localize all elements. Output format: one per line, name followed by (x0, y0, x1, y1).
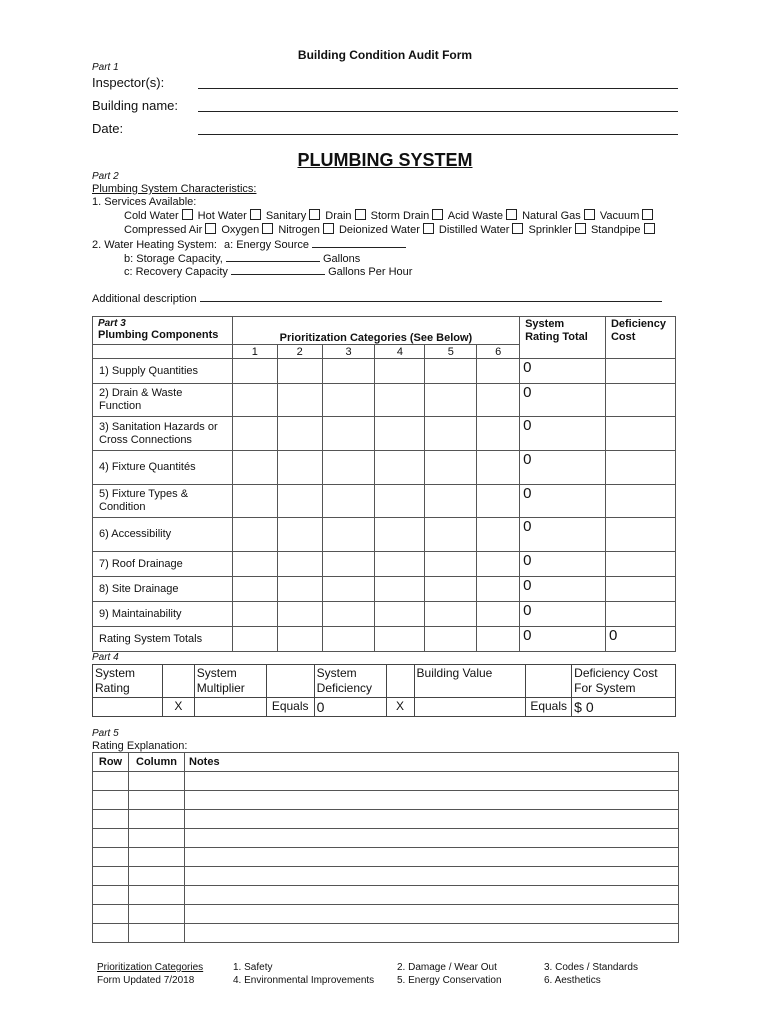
category-item: 3. Codes / Standards (544, 962, 638, 973)
category-cell[interactable] (277, 518, 322, 552)
part2-label: Part 2 (92, 171, 119, 182)
part5-label: Part 5 (92, 728, 119, 739)
category-cell[interactable] (232, 577, 277, 602)
notes-table (92, 752, 679, 943)
category-cell[interactable] (277, 417, 322, 451)
heating-row (92, 237, 406, 251)
rating-total-cell: 0 (520, 485, 606, 518)
category-cell[interactable] (322, 552, 375, 577)
rating-total-cell: 0 (520, 417, 606, 451)
category-cell[interactable] (375, 417, 425, 451)
category-cell[interactable] (375, 451, 425, 485)
category-item: 2. Damage / Wear Out (397, 962, 497, 973)
service-label: Sprinkler (528, 224, 572, 236)
system-rating-label: System Rating (93, 665, 163, 698)
cost-value: $ 0 (572, 698, 676, 717)
notes-cell[interactable] (185, 791, 679, 810)
multiply-sign: X (162, 698, 194, 717)
category-cell[interactable] (322, 451, 375, 485)
row-cell[interactable] (93, 810, 129, 829)
component-row (93, 359, 676, 384)
checkbox[interactable] (309, 209, 320, 220)
checkbox[interactable] (432, 209, 443, 220)
category-cell[interactable] (425, 485, 477, 518)
category-item: 1. Safety (233, 962, 273, 973)
category-cell[interactable] (425, 518, 477, 552)
category-cell[interactable] (232, 552, 277, 577)
notes-cell[interactable] (185, 886, 679, 905)
category-cell[interactable] (425, 552, 477, 577)
rating-total-cell: 0 (520, 577, 606, 602)
additional-field[interactable] (200, 291, 662, 302)
part4-label: Part 4 (92, 652, 119, 663)
blank-cell (162, 665, 194, 698)
category-cell[interactable] (277, 451, 322, 485)
part3-label: Part 3 (98, 318, 126, 329)
category-cell[interactable] (375, 485, 425, 518)
component-label: Rating System Totals (93, 627, 233, 652)
category-cell[interactable] (425, 359, 477, 384)
category-cell[interactable] (477, 602, 520, 627)
category-cell[interactable] (232, 602, 277, 627)
column-cell[interactable] (129, 886, 185, 905)
recovery-label: c: Recovery Capacity (124, 266, 228, 278)
row-cell[interactable] (93, 772, 129, 791)
date-label: Date: (92, 121, 124, 136)
category-cell[interactable] (322, 384, 375, 417)
notes-row (93, 848, 679, 867)
storage-row (124, 251, 360, 265)
category-cell[interactable] (425, 627, 477, 652)
category-cell[interactable] (322, 417, 375, 451)
equals-label: Equals (266, 698, 314, 717)
category-cell[interactable] (322, 485, 375, 518)
building-name-field[interactable] (198, 111, 678, 112)
service-label: Sanitary (265, 210, 307, 222)
service-label: Standpipe (590, 224, 641, 236)
system-rating-input[interactable] (93, 698, 163, 717)
characteristics-label: Plumbing System Characteristics: (92, 183, 257, 195)
category-cell[interactable] (277, 602, 322, 627)
rating-total-cell: 0 (520, 451, 606, 485)
deficiency-calc-table (92, 664, 676, 717)
component-row (93, 577, 676, 602)
checkbox[interactable] (182, 209, 193, 220)
category-cell[interactable] (425, 417, 477, 451)
category-cell[interactable] (375, 577, 425, 602)
checkbox[interactable] (262, 223, 273, 234)
categories-link: Prioritization Categories (97, 962, 204, 973)
category-cell[interactable] (277, 485, 322, 518)
category-cell[interactable] (477, 384, 520, 417)
storage-label: b: Storage Capacity, (124, 253, 223, 265)
row-cell[interactable] (93, 867, 129, 886)
category-number: 5 (425, 345, 477, 359)
component-label: 3) Sanitation Hazards or Cross Connections (93, 417, 233, 451)
equals-label: Equals (526, 698, 572, 717)
storage-field[interactable] (226, 251, 320, 262)
category-cell[interactable] (477, 359, 520, 384)
checkbox[interactable] (575, 223, 586, 234)
notes-row (93, 905, 679, 924)
column-cell[interactable] (129, 810, 185, 829)
category-cell[interactable] (477, 451, 520, 485)
category-cell[interactable] (277, 577, 322, 602)
recovery-unit: Gallons Per Hour (328, 266, 413, 278)
component-label: 4) Fixture Quantités (93, 451, 233, 485)
category-cell[interactable] (425, 384, 477, 417)
category-cell[interactable] (232, 485, 277, 518)
column-cell[interactable] (129, 829, 185, 848)
category-cell[interactable] (375, 602, 425, 627)
rating-total-cell: 0 (520, 359, 606, 384)
checkbox[interactable] (423, 223, 434, 234)
notes-row (93, 924, 679, 943)
blank-cell (266, 665, 314, 698)
category-item: 5. Energy Conservation (397, 975, 502, 986)
category-cell[interactable] (477, 577, 520, 602)
category-cell[interactable] (375, 359, 425, 384)
inspectors-label: Inspector(s): (92, 75, 165, 90)
deficiency-cost-cell (605, 602, 675, 627)
cost-for-system-label: Deficiency Cost For System (572, 665, 676, 698)
rating-total-cell: 0 (520, 384, 606, 417)
components-header: Plumbing Components (98, 329, 219, 341)
column-cell[interactable] (129, 924, 185, 943)
recovery-row (124, 264, 412, 278)
deficiency-cost-cell (605, 451, 675, 485)
checkbox[interactable] (323, 223, 334, 234)
category-cell[interactable] (375, 384, 425, 417)
service-label: Deionized Water (338, 224, 420, 236)
energy-source-field[interactable] (312, 237, 406, 248)
deficiency-cost-cell (605, 552, 675, 577)
notes-row (93, 772, 679, 791)
category-cell[interactable] (232, 627, 277, 652)
row-cell[interactable] (93, 924, 129, 943)
row-cell[interactable] (93, 905, 129, 924)
category-cell[interactable] (425, 577, 477, 602)
component-label: 5) Fixture Types & Condition (93, 485, 233, 518)
checkbox[interactable] (584, 209, 595, 220)
category-cell[interactable] (322, 518, 375, 552)
building-name-label: Building name: (92, 98, 178, 113)
footer-col-2 (397, 961, 502, 987)
column-header: Column (129, 753, 185, 772)
blank-cell (526, 665, 572, 698)
category-cell[interactable] (322, 627, 375, 652)
category-cell[interactable] (322, 577, 375, 602)
services-label: 1. Services Available: (92, 196, 197, 208)
categories-header: Prioritization Categories (See Below) (232, 317, 519, 345)
category-cell[interactable] (232, 359, 277, 384)
form-title: Building Condition Audit Form (297, 48, 473, 62)
row-cell[interactable] (93, 829, 129, 848)
date-field[interactable] (198, 134, 678, 135)
service-label: Compressed Air (124, 224, 203, 236)
category-cell[interactable] (232, 518, 277, 552)
column-cell[interactable] (129, 791, 185, 810)
notes-cell[interactable] (185, 810, 679, 829)
deficiency-header: Deficiency Cost (605, 317, 675, 359)
deficiency-cost-cell (605, 577, 675, 602)
service-label: Drain (325, 210, 352, 222)
rating-total-cell: 0 (520, 552, 606, 577)
component-label: 7) Roof Drainage (93, 552, 233, 577)
component-row (93, 451, 676, 485)
category-number: 3 (322, 345, 375, 359)
notes-cell[interactable] (185, 905, 679, 924)
component-row (93, 627, 676, 652)
category-cell[interactable] (277, 627, 322, 652)
rating-total-cell: 0 (520, 518, 606, 552)
category-cell[interactable] (375, 627, 425, 652)
component-row (93, 518, 676, 552)
category-cell[interactable] (477, 518, 520, 552)
header-spacer (93, 345, 233, 359)
blank-cell (386, 665, 414, 698)
column-cell[interactable] (129, 905, 185, 924)
category-cell[interactable] (277, 359, 322, 384)
component-label: 9) Maintainability (93, 602, 233, 627)
service-label: Acid Waste (447, 210, 503, 222)
part1-label: Part 1 (92, 62, 119, 73)
component-label: 2) Drain & Waste Function (93, 384, 233, 417)
category-cell[interactable] (232, 451, 277, 485)
notes-cell[interactable] (185, 924, 679, 943)
checkbox[interactable] (644, 223, 655, 234)
service-label: Storm Drain (370, 210, 430, 222)
inspectors-field[interactable] (198, 88, 678, 89)
footer-col-1 (233, 961, 374, 987)
checkbox[interactable] (512, 223, 523, 234)
deficiency-cost-cell (605, 417, 675, 451)
service-label: Vacuum (599, 210, 640, 222)
category-number: 6 (477, 345, 520, 359)
notes-row (93, 867, 679, 886)
category-cell[interactable] (232, 384, 277, 417)
row-cell[interactable] (93, 848, 129, 867)
multiplier-input[interactable] (194, 698, 266, 717)
category-cell[interactable] (277, 384, 322, 417)
category-cell[interactable] (477, 485, 520, 518)
additional-label: Additional description (92, 293, 197, 305)
component-label: 1) Supply Quantities (93, 359, 233, 384)
checkbox[interactable] (506, 209, 517, 220)
category-cell[interactable] (375, 518, 425, 552)
category-number: 2 (277, 345, 322, 359)
category-cell[interactable] (322, 359, 375, 384)
additional-row (92, 291, 662, 305)
category-cell[interactable] (477, 552, 520, 577)
rating-total-cell: 0 (520, 627, 606, 652)
component-label: 6) Accessibility (93, 518, 233, 552)
row-cell[interactable] (93, 791, 129, 810)
component-row (93, 485, 676, 518)
deficiency-cost-cell (605, 485, 675, 518)
service-label: Hot Water (197, 210, 247, 222)
notes-row (93, 829, 679, 848)
deficiency-cost-cell (605, 359, 675, 384)
services-row-2 (124, 223, 657, 236)
column-cell[interactable] (129, 772, 185, 791)
recovery-field[interactable] (231, 264, 325, 275)
component-row (93, 384, 676, 417)
rating-explanation-label: Rating Explanation: (92, 740, 188, 752)
notes-cell[interactable] (185, 867, 679, 886)
category-cell[interactable] (425, 451, 477, 485)
deficiency-cost-cell: 0 (605, 627, 675, 652)
components-header-cell (93, 317, 233, 345)
column-cell[interactable] (129, 848, 185, 867)
component-row (93, 602, 676, 627)
footer-col-3 (544, 961, 638, 987)
notes-row (93, 810, 679, 829)
service-label: Oxygen (221, 224, 260, 236)
deficiency-value: 0 (314, 698, 386, 717)
component-row (93, 552, 676, 577)
heating-label: 2. Water Heating System: (92, 239, 217, 251)
category-item: 4. Environmental Improvements (233, 975, 375, 986)
rating-total-header: System Rating Total (520, 317, 606, 359)
column-cell[interactable] (129, 867, 185, 886)
service-label: Natural Gas (522, 210, 581, 222)
notes-cell[interactable] (185, 772, 679, 791)
deficiency-label: System Deficiency (314, 665, 386, 698)
category-cell[interactable] (375, 552, 425, 577)
category-number: 4 (375, 345, 425, 359)
row-cell[interactable] (93, 886, 129, 905)
building-value-input[interactable] (414, 698, 526, 717)
rating-total-cell: 0 (520, 602, 606, 627)
deficiency-cost-cell (605, 518, 675, 552)
service-label: Cold Water (124, 210, 179, 222)
category-cell[interactable] (425, 602, 477, 627)
row-header: Row (93, 753, 129, 772)
component-row (93, 417, 676, 451)
notes-cell[interactable] (185, 829, 679, 848)
services-row-1 (124, 209, 655, 222)
category-cell[interactable] (277, 552, 322, 577)
category-cell[interactable] (477, 417, 520, 451)
notes-row (93, 791, 679, 810)
category-item: 6. Aesthetics (544, 975, 601, 986)
plumbing-components-table (92, 316, 676, 652)
notes-row (93, 886, 679, 905)
notes-body (93, 772, 679, 943)
checkbox[interactable] (642, 209, 653, 220)
multiply-sign: X (386, 698, 414, 717)
component-label: 8) Site Drainage (93, 577, 233, 602)
category-cell[interactable] (477, 627, 520, 652)
checkbox[interactable] (355, 209, 366, 220)
form-updated: Form Updated 7/2018 (97, 975, 195, 986)
components-body (93, 359, 676, 652)
storage-unit: Gallons (322, 253, 361, 265)
category-number: 1 (232, 345, 277, 359)
section-heading: PLUMBING SYSTEM (297, 150, 473, 170)
category-cell[interactable] (232, 417, 277, 451)
building-value-label: Building Value (414, 665, 526, 698)
notes-header: Notes (185, 753, 679, 772)
energy-source-label: a: Energy Source (223, 239, 309, 251)
deficiency-cost-cell (605, 384, 675, 417)
footer-left (97, 961, 203, 987)
checkbox[interactable] (205, 223, 216, 234)
checkbox[interactable] (250, 209, 261, 220)
service-label: Nitrogen (278, 224, 320, 236)
category-cell[interactable] (322, 602, 375, 627)
service-label: Distilled Water (438, 224, 510, 236)
notes-cell[interactable] (185, 848, 679, 867)
multiplier-label: System Multiplier (194, 665, 266, 698)
